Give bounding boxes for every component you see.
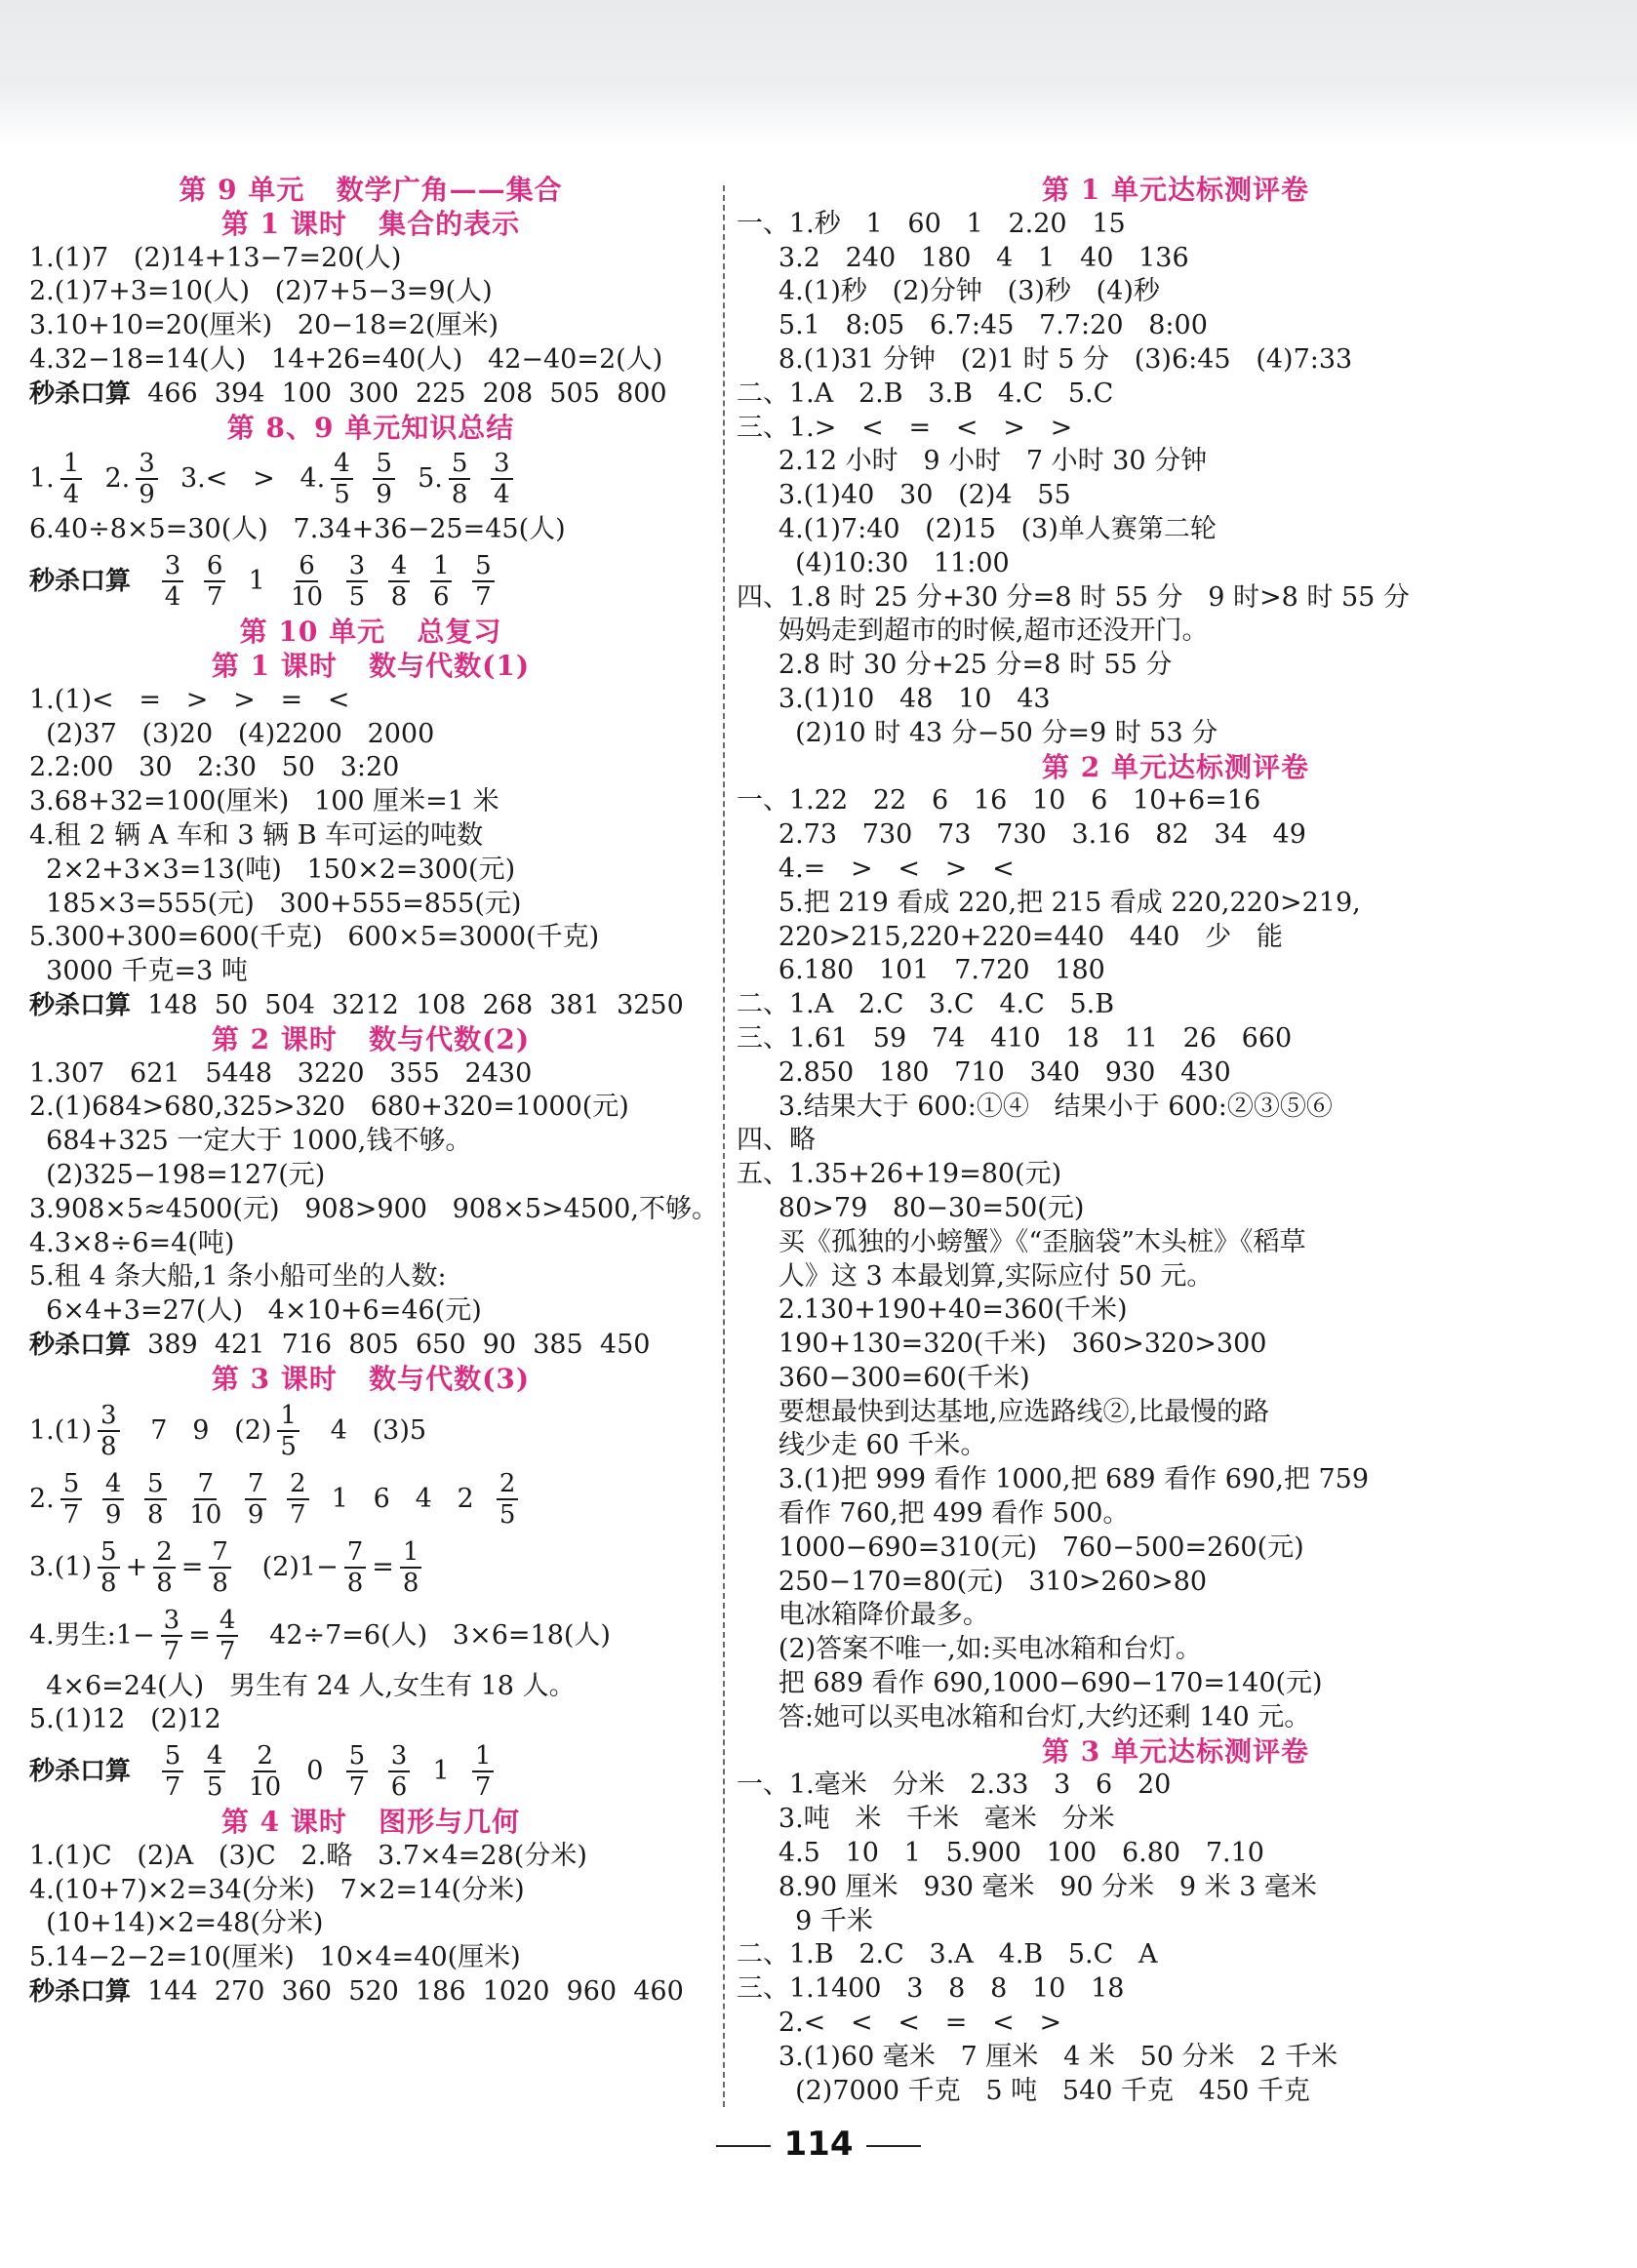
answer-line: 妈妈走到超市的时候,超市还没开门。 (737, 616, 1209, 647)
answer-line: (10+14)×2=48(分米) (29, 1908, 324, 1939)
section-heading: 第 9 单元 数学广角——集合 (179, 174, 563, 206)
footer-dash-right (866, 2145, 921, 2147)
fraction-denominator: 7 (290, 1499, 306, 1530)
answer-line: 三、1.61 59 74 410 18 11 26 660 (737, 1022, 1293, 1054)
fraction-numerator: 5 (472, 551, 495, 582)
answer-line: 220>215,220+220=440 440 少 能 (737, 921, 1283, 952)
fraction (136, 449, 158, 509)
section-heading: 第 3 课时 数与代数(3) (211, 1362, 531, 1395)
fraction-answer-line (29, 1602, 712, 1670)
answer-text (374, 547, 382, 616)
answer-line: 1000−690=310(元) 760−500=260(元) (737, 1532, 1304, 1563)
answer-line: 1.(1)7 (2)14+13−7=20(人) (29, 242, 402, 273)
answer-line: 8.90 厘米 930 毫米 90 分米 9 米 3 毫米 (737, 1871, 1318, 1902)
answer-line: 4.3×8÷6=4(吨) (29, 1227, 235, 1258)
fraction-numerator: 4 (102, 1469, 125, 1500)
answer-text (272, 1465, 281, 1533)
fraction-denominator: 4 (494, 480, 510, 510)
fraction-denominator: 10 (249, 1772, 282, 1803)
fraction-numerator: 2 (153, 1537, 176, 1569)
answer-text: = (188, 1619, 211, 1651)
section-heading: 第 4 课时 图形与几何 (220, 1806, 521, 1839)
answer-line: 1.(1)C (2)A (3)C 2.略 3.7×4=28(分米) (29, 1840, 587, 1871)
left-column (29, 174, 718, 2009)
fraction (60, 449, 83, 509)
answer-line: (4)10:30 11:00 (737, 547, 1010, 578)
answer-text: 3.(1) (29, 1551, 93, 1582)
fraction-denominator: 5 (499, 1499, 516, 1530)
quick-calc-values: 148 50 504 3212 108 268 381 3250 (131, 989, 684, 1020)
fraction (277, 1401, 299, 1461)
answer-line: 一、1.秒 1 60 1 2.20 15 (737, 208, 1126, 239)
fraction (204, 1741, 226, 1802)
answer-line: 2.< < < = < > (737, 2008, 1062, 2039)
answer-text (416, 547, 424, 616)
fraction-answer-line (29, 1465, 712, 1533)
answer-text: = (372, 1551, 394, 1582)
answer-line: 5.1 8:05 6.7:45 7.7:20 8:00 (737, 310, 1208, 341)
answer-line: 6.180 101 7.720 180 (737, 955, 1105, 986)
fraction-numerator: 4 (217, 1606, 239, 1637)
quick-calc-values: 466 394 100 300 225 208 505 800 (131, 378, 667, 409)
answer-text (231, 1737, 240, 1806)
answer-line: 2.8 时 30 分+25 分=8 时 55 分 (737, 650, 1173, 681)
answer-line: 三、1.> < = < > > (737, 412, 1073, 443)
page-number: 114 (783, 2125, 854, 2164)
answer-text (88, 1465, 97, 1533)
answer-line: 3.2 240 180 4 1 40 136 (737, 242, 1189, 273)
fraction-numerator: 6 (296, 551, 318, 582)
answer-line: 电冰箱降价最多。 (737, 1600, 989, 1631)
fraction-numerator: 3 (161, 1606, 183, 1637)
fraction-numerator: 2 (254, 1741, 276, 1772)
fraction (153, 1537, 176, 1598)
answer-line: 684+325 一定大于 1000,钱不够。 (29, 1126, 472, 1157)
answer-text (131, 1737, 156, 1806)
answer-line: 1.(1)< = > > = < (29, 684, 350, 715)
answer-text: 4 (3)5 (304, 1414, 427, 1446)
section-heading: 第 8、9 单元知识总结 (226, 411, 515, 444)
fraction (209, 1537, 231, 1598)
answer-line: 五、1.35+26+19=80(元) (737, 1159, 1062, 1190)
fraction (288, 551, 326, 612)
answer-line: 3.(1)40 30 (2)4 55 (737, 480, 1071, 511)
fraction-denominator: 5 (334, 480, 350, 510)
answer-text (189, 1737, 198, 1806)
answer-line: 250−170=80(元) 310>260>80 (737, 1566, 1208, 1597)
fraction-denominator: 7 (62, 1499, 80, 1530)
answer-text: = (180, 1551, 204, 1582)
answer-line: (2)37 (3)20 (4)2200 2000 (29, 718, 435, 749)
column-divider (723, 185, 725, 2107)
answer-line: 1.307 621 5448 3220 355 2430 (29, 1057, 533, 1089)
fraction-denominator: 7 (164, 1772, 181, 1803)
quick-calc-values: 389 421 716 805 650 90 385 450 (131, 1329, 651, 1360)
fraction (287, 1469, 309, 1530)
quick-calc-line (29, 989, 712, 1023)
answer-line: 2.130+190+40=360(千米) (737, 1294, 1128, 1326)
fraction-denominator: 8 (156, 1568, 173, 1598)
fraction-denominator: 7 (474, 1772, 492, 1803)
fraction (98, 1401, 120, 1461)
fraction-numerator: 7 (209, 1537, 231, 1569)
fraction-numerator: 4 (331, 449, 353, 480)
answer-line: 2.73 730 73 730 3.16 82 34 49 (737, 819, 1306, 851)
answer-text: 1.(1) (29, 1414, 93, 1446)
page-number-footer (0, 2125, 1637, 2164)
fraction-denominator: 8 (390, 582, 408, 613)
answer-line: 185×3=555(元) 300+555=855(元) (29, 888, 522, 919)
fraction-numerator: 3 (162, 551, 184, 582)
answer-line: 四、略 (737, 1125, 816, 1156)
answer-line: 5.租 4 条大船,1 条小船可坐的人数: (29, 1261, 447, 1293)
fraction-numerator: 2 (497, 1469, 519, 1500)
fraction (186, 1469, 224, 1530)
answer-text (173, 1465, 181, 1533)
page-top-band (0, 0, 1637, 146)
fraction (344, 1537, 367, 1598)
answer-line: 四、1.8 时 25 分+30 分=8 时 55 分 9 时>8 时 55 分 (737, 581, 1410, 613)
fraction (217, 1606, 239, 1666)
fraction (204, 551, 226, 612)
answer-line: 答:她可以买电冰箱和台灯,大约还剩 140 元。 (737, 1701, 1311, 1732)
fraction-denominator: 7 (475, 582, 492, 613)
fraction (472, 551, 495, 612)
answer-line: 9 千米 (737, 1905, 873, 1936)
fraction-denominator: 7 (206, 582, 223, 613)
answer-text (359, 445, 368, 513)
fraction-numerator: 5 (162, 1741, 184, 1772)
answer-line: (2)325−198=127(元) (29, 1159, 326, 1190)
quick-calc-line (29, 1737, 712, 1806)
fraction (246, 1741, 284, 1802)
fraction-numerator: 7 (194, 1469, 217, 1500)
answer-line: 4.5 10 1 5.900 100 6.80 7.10 (737, 1838, 1264, 1869)
answer-text: 4.男生:1− (29, 1619, 155, 1651)
fraction-denominator: 4 (164, 582, 181, 613)
fraction-denominator: 9 (247, 1499, 264, 1530)
answer-text: 1 (231, 566, 282, 597)
quick-calc-label: 秒杀口算 (29, 1977, 132, 2008)
right-column (737, 174, 1615, 2108)
fraction-denominator: 10 (189, 1499, 222, 1530)
fraction-denominator: 8 (100, 1431, 117, 1461)
answer-line: 人》这 3 本最划算,实际应付 50 元。 (737, 1260, 1214, 1292)
answer-line: 3000 千克=3 吨 (29, 956, 248, 987)
answer-line: 5.(1)12 (2)12 (29, 1704, 221, 1735)
section-heading: 第 1 课时 集合的表示 (220, 207, 521, 240)
answer-line: 3.(1)10 48 10 43 (737, 683, 1051, 714)
fraction-denominator: 8 (147, 1499, 164, 1530)
fraction-numerator: 1 (277, 1401, 299, 1432)
quick-calc-line (29, 1329, 712, 1363)
fraction-numerator: 1 (430, 551, 453, 582)
fraction-numerator: 2 (287, 1469, 309, 1500)
fraction-denominator: 9 (376, 480, 392, 510)
fraction-numerator: 7 (344, 1537, 367, 1569)
quick-calc-line (29, 378, 712, 412)
fraction (331, 449, 353, 509)
fraction (162, 1741, 184, 1802)
answer-line: 2.(1)684>680,325>320 680+320=1000(元) (29, 1092, 629, 1123)
fraction (162, 551, 184, 612)
fraction-numerator: 5 (346, 1741, 369, 1772)
fraction-numerator: 1 (60, 449, 83, 480)
fraction-numerator: 5 (98, 1537, 120, 1569)
answer-line: (2)10 时 43 分−50 分=9 时 53 分 (737, 717, 1218, 748)
fraction (491, 449, 513, 509)
fraction-denominator: 8 (346, 1568, 364, 1598)
fraction-denominator: 5 (280, 1431, 297, 1461)
answer-text: 1 (416, 1756, 466, 1787)
answer-text (374, 1737, 382, 1806)
fraction-numerator: 1 (472, 1741, 495, 1772)
fraction-denominator: 8 (100, 1568, 117, 1598)
answer-line: 把 689 看作 690,1000−690−170=140(元) (737, 1668, 1323, 1699)
answer-text: 7 9 (2) (125, 1414, 272, 1446)
section-heading: 第 2 单元达标测评卷 (1042, 750, 1309, 783)
fraction-denominator: 8 (402, 1568, 419, 1598)
fraction (346, 551, 369, 612)
quick-calc-label: 秒杀口算 (29, 1757, 132, 1787)
answer-line: (2)7000 千克 5 吨 540 千克 450 千克 (737, 2075, 1310, 2106)
answer-line: 看作 760,把 499 看作 500。 (737, 1498, 1130, 1530)
fraction (161, 1606, 183, 1666)
fraction-numerator: 3 (491, 449, 513, 480)
answer-line: 二、1.B 2.C 3.A 4.B 5.C A (737, 1939, 1158, 1970)
footer-dash-left (716, 2145, 771, 2147)
answer-line: 3.908×5≈4500(元) 908>900 908×5>4500,不够。 (29, 1193, 718, 1224)
answer-text (189, 547, 198, 616)
section-heading: 第 1 单元达标测评卷 (1042, 174, 1309, 206)
fraction-denominator: 8 (212, 1568, 228, 1598)
fraction-denominator: 5 (348, 582, 366, 613)
section-heading: 第 3 单元达标测评卷 (1042, 1734, 1309, 1768)
fraction-denominator: 9 (139, 480, 155, 510)
answer-line: 4×6=24(人) 男生有 24 人,女生有 18 人。 (29, 1670, 576, 1701)
answer-line: 6.40÷8×5=30(人) 7.34+36−25=45(人) (29, 514, 566, 545)
fraction-answer-line (29, 445, 712, 513)
answer-line: 线少走 60 千米。 (737, 1430, 987, 1461)
fraction-denominator: 6 (432, 582, 450, 613)
binding-edge (0, 293, 16, 2146)
answer-line: 三、1.1400 3 8 8 10 18 (737, 1973, 1125, 2005)
fraction (60, 1469, 83, 1530)
answer-text (130, 1465, 139, 1533)
answer-text (476, 445, 485, 513)
answer-line: 5.300+300=600(千克) 600×5=3000(千克) (29, 922, 600, 953)
answer-text: 2. (29, 1483, 55, 1514)
answer-text (332, 547, 340, 616)
fraction (430, 551, 453, 612)
quick-calc-label: 秒杀口算 (29, 378, 132, 409)
fraction (388, 1741, 411, 1802)
answer-text (458, 547, 466, 616)
quick-calc-values: 144 270 360 520 186 1020 960 460 (131, 1976, 684, 2008)
answer-line: 3.68+32=100(厘米) 100 厘米=1 米 (29, 786, 499, 817)
fraction (346, 1741, 369, 1802)
answer-line: 8.(1)31 分钟 (2)1 时 5 分 (3)6:45 (4)7:33 (737, 343, 1353, 375)
fraction (98, 1537, 120, 1598)
fraction-numerator: 3 (136, 449, 158, 480)
answer-line: 360−300=60(千米) (737, 1362, 1030, 1393)
answer-line: 5.14−2−2=10(厘米) 10×4=40(厘米) (29, 1942, 521, 1973)
fraction-denominator: 8 (451, 480, 468, 510)
fraction-numerator: 3 (388, 1741, 411, 1772)
section-heading: 第 10 单元 总复习 (239, 616, 502, 649)
answer-text: 0 (290, 1756, 340, 1787)
answer-line: 6×4+3=27(人) 4×10+6=46(元) (29, 1295, 482, 1327)
quick-calc-line (29, 547, 712, 616)
answer-line: 3.(1)把 999 看作 1000,把 689 看作 690,把 759 (737, 1464, 1370, 1495)
section-heading: 第 1 课时 数与代数(1) (211, 649, 531, 682)
fraction (497, 1469, 519, 1530)
answer-text (230, 1465, 239, 1533)
fraction-numerator: 4 (204, 1741, 226, 1772)
fraction-numerator: 3 (346, 551, 369, 582)
answer-line: 4.(10+7)×2=34(分米) 7×2=14(分米) (29, 1874, 525, 1905)
answer-line: 二、1.A 2.B 3.B 4.C 5.C (737, 378, 1114, 409)
fraction (373, 449, 395, 509)
quick-calc-label: 秒杀口算 (29, 567, 132, 597)
fraction (388, 551, 411, 612)
answer-text (131, 547, 156, 616)
fraction (472, 1741, 495, 1802)
fraction-denominator: 10 (290, 582, 324, 613)
answer-line: 2.(1)7+3=10(人) (2)7+5−3=9(人) (29, 276, 493, 307)
fraction-numerator: 5 (449, 449, 471, 480)
fraction-denominator: 6 (390, 1772, 408, 1803)
fraction-numerator: 5 (60, 1469, 83, 1500)
fraction-numerator: 6 (204, 551, 226, 582)
answer-line: 4.(1)7:40 (2)15 (3)单人赛第二轮 (737, 513, 1217, 544)
answer-line: 4.租 2 辆 A 车和 3 辆 B 车可运的吨数 (29, 819, 484, 851)
answer-text: 1. (29, 463, 55, 495)
fraction-numerator: 3 (98, 1401, 120, 1432)
answer-line: 5.把 219 看成 220,把 215 看成 220,220>219, (737, 887, 1361, 918)
answer-text: 2. (88, 463, 131, 495)
fraction-numerator: 5 (373, 449, 395, 480)
fraction-denominator: 7 (163, 1636, 180, 1666)
answer-line: 要想最快到达基地,应选路线②,比最慢的路 (737, 1396, 1270, 1427)
quick-calc-line (29, 1975, 712, 2009)
answer-line: 3.(1)60 毫米 7 厘米 4 米 50 分米 2 千米 (737, 2041, 1338, 2072)
answer-line: 2.2:00 30 2:30 50 3:20 (29, 752, 400, 783)
fraction-numerator: 5 (144, 1469, 167, 1500)
answer-line: 3.吨 米 千米 毫米 分米 (737, 1804, 1115, 1835)
answer-line: 一、1.22 22 6 16 10 6 10+6=16 (737, 785, 1261, 816)
fraction-denominator: 4 (62, 480, 80, 510)
answer-line: (2)答案不唯一,如:买电冰箱和台灯。 (737, 1634, 1202, 1665)
answer-line: 二、1.A 2.C 3.C 4.C 5.B (737, 989, 1115, 1020)
answer-line: 4.= > < > < (737, 853, 1015, 884)
fraction (102, 1469, 125, 1530)
answer-line: 4.32−18=14(人) 14+26=40(人) 42−40=2(人) (29, 343, 663, 375)
fraction-denominator: 5 (206, 1772, 223, 1803)
fraction-answer-line (29, 1397, 712, 1465)
answer-text: + (125, 1551, 148, 1582)
fraction-numerator: 7 (245, 1469, 267, 1500)
answer-text: (2)1− (236, 1551, 339, 1582)
answer-line: 80>79 80−30=50(元) (737, 1192, 1085, 1223)
answer-line: 2.850 180 710 340 930 430 (737, 1056, 1231, 1088)
answer-line: 2×2+3×3=13(吨) 150×2=300(元) (29, 854, 516, 885)
fraction-answer-line (29, 1533, 712, 1602)
fraction (144, 1469, 167, 1530)
fraction-numerator: 4 (388, 551, 411, 582)
answer-line: 3.结果大于 600:①④ 结果小于 600:②③⑤⑥ (737, 1091, 1333, 1122)
answer-line: 4.(1)秒 (2)分钟 (3)秒 (4)秒 (737, 276, 1160, 307)
answer-text: 3.< > 4. (163, 463, 326, 495)
answer-line: 2.12 小时 9 小时 7 小时 30 分钟 (737, 446, 1208, 477)
fraction-denominator: 9 (104, 1499, 122, 1530)
fraction-numerator: 1 (400, 1537, 422, 1569)
fraction (449, 449, 471, 509)
answer-line: 一、1.毫米 分米 2.33 3 6 20 (737, 1770, 1172, 1801)
quick-calc-label: 秒杀口算 (29, 1330, 132, 1360)
answer-line: 3.10+10=20(厘米) 20−18=2(厘米) (29, 310, 499, 341)
fraction (400, 1537, 422, 1598)
answer-text: 42÷7=6(人) 3×6=18(人) (244, 1619, 611, 1651)
fraction-denominator: 7 (219, 1636, 236, 1666)
answer-line: 买《孤独的小螃蟹》《“歪脑袋”木头桩》《稻草 (737, 1226, 1306, 1257)
answer-text: 1 6 4 2 (314, 1483, 491, 1514)
answer-line: 190+130=320(千米) 360>320>300 (737, 1329, 1267, 1360)
section-heading: 第 2 课时 数与代数(2) (211, 1022, 531, 1055)
fraction (245, 1469, 267, 1530)
fraction-denominator: 7 (348, 1772, 366, 1803)
answer-text: 5. (400, 463, 443, 495)
quick-calc-label: 秒杀口算 (29, 990, 132, 1020)
